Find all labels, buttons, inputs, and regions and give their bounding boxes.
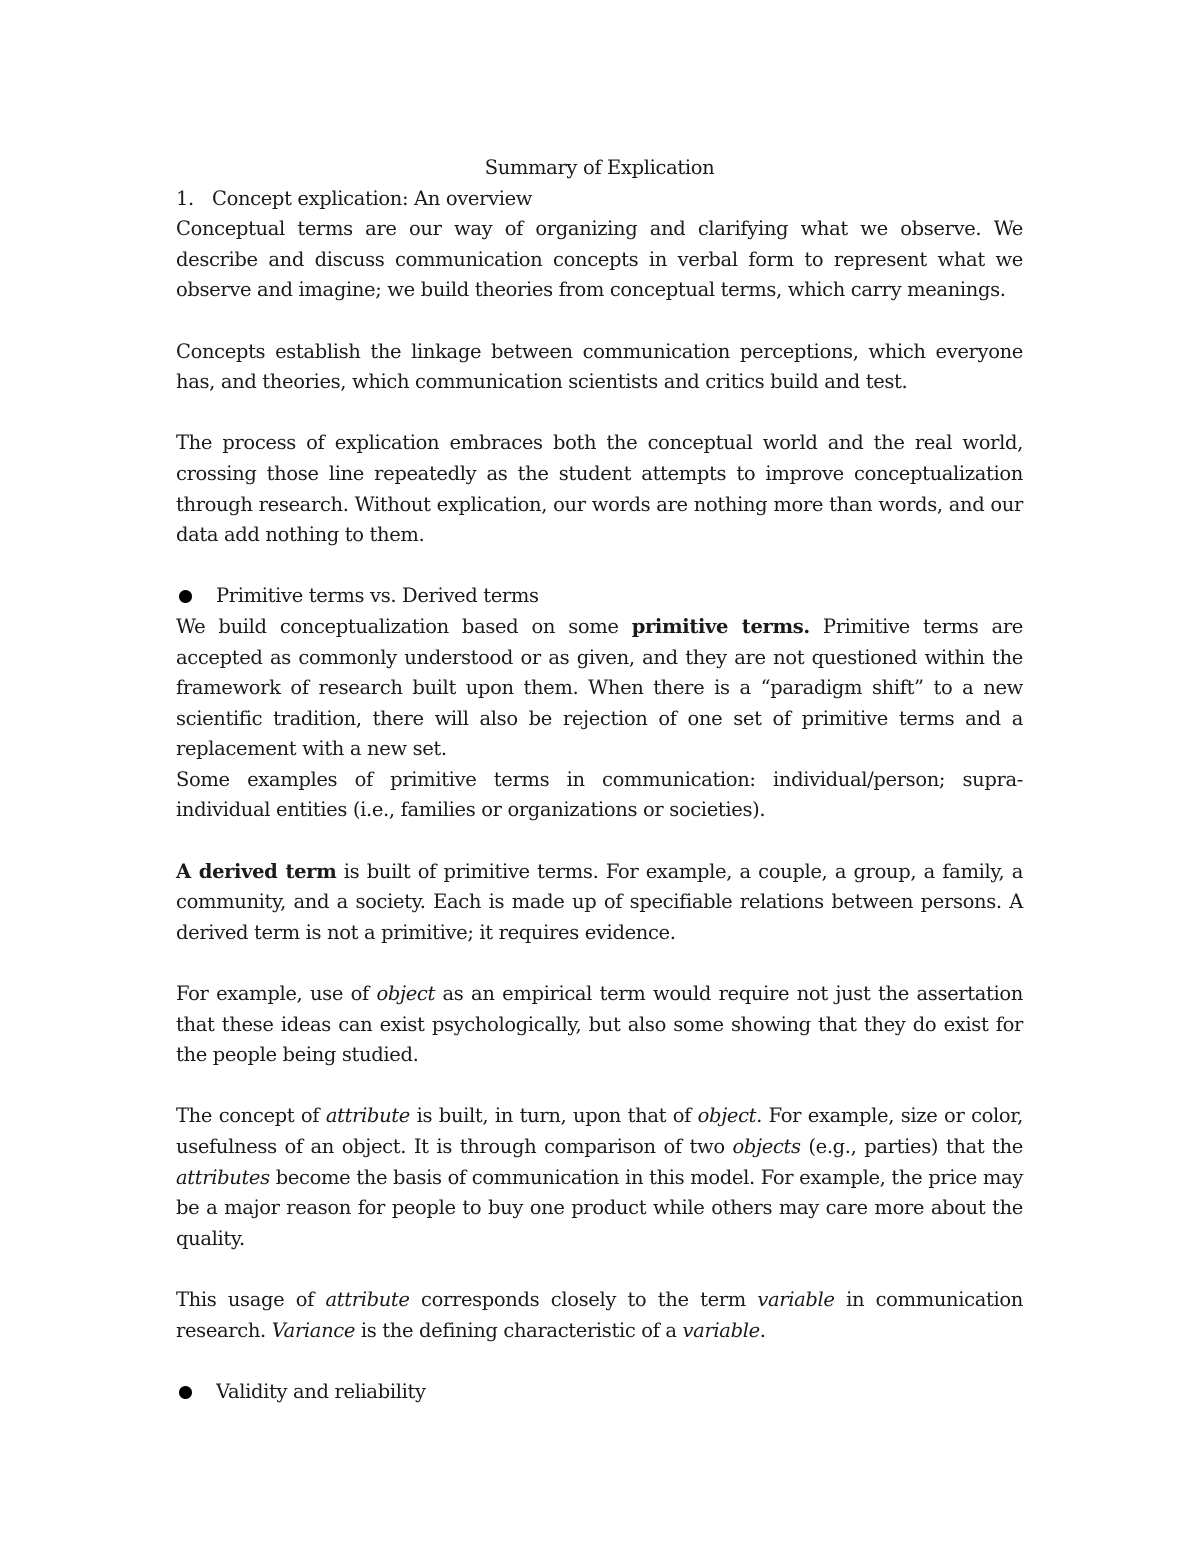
paragraph-attribute-variable: This usage of attribute corresponds closely to the term variable in communication research. Variance is the defining characteristic of a variable. <box>176 1287 1023 1342</box>
paragraph-derived-term: A derived term is built of primitive terms. For example, a couple, a group, a family, a community, and a society. Each is made up of specifiable relations between persons. A derived term is not a primitive; it requires evidence. <box>176 859 1023 944</box>
paragraph-attribute-concept: The concept of attribute is built, in turn, upon that of object. For example, size or color, usefulness of an object. It is through comparison of two objects (e.g., parties) that the attributes become the basis of communication in this model. For example, the price may be a major reason for people to buy one product while others may care more about the quality. <box>176 1104 1023 1250</box>
section-heading-text: Concept explication: An overview <box>212 186 533 210</box>
paragraph-concepts-linkage: Concepts establish the linkage between communication perceptions, which everyone has, and theories, which communication scientists and critics build and test. <box>176 339 1023 394</box>
bullet-icon <box>179 1386 192 1399</box>
paragraph-object-example: For example, use of object as an empirical term would require not just the assertation that these ideas can exist psychologically, but also some showing that they do exist for the people being studied. <box>176 982 1023 1067</box>
bullet-label: Validity and reliability <box>216 1379 426 1403</box>
section-heading <box>176 184 1023 215</box>
bullet-label: Primitive terms vs. Derived terms <box>216 584 539 608</box>
bold-derived-term: A derived term <box>176 859 337 883</box>
paragraph-conceptual-terms: Conceptual terms are our way of organizing and clarifying what we observe. We describe and discuss communication concepts in verbal form to represent what we observe and imagine; we build theories from conceptual terms, which carry meanings. <box>176 217 1023 302</box>
bold-primitive-terms: primitive terms. <box>631 614 810 638</box>
bullet-validity-reliability <box>176 1377 1023 1408</box>
paragraph-primitive-examples: Some examples of primitive terms in communication: individual/person; supra-individual entities (i.e., families or organizations or societies). <box>176 767 1023 822</box>
section-number: 1. <box>176 186 194 210</box>
page-title: Summary of Explication <box>484 156 715 179</box>
bullet-primitive-terms <box>176 581 1023 612</box>
paragraph-primitive-terms: We build conceptualization based on some primitive terms. Primitive terms are accepted as commonly understood or as given, and they are not questioned within the framework of research built upon them. When there is a “paradigm shift” to a new scientific tradition, there will also be rejection of one set of primitive terms and a replacement with a new set. <box>176 614 1023 761</box>
document-page <box>176 153 1023 1407</box>
paragraph-explication-process: The process of explication embraces both the conceptual world and the real world, crossing those line repeatedly as the student attempts to improve conceptualization through research. Without explication, our words are nothing more than words, and our data add nothing to them. <box>176 431 1023 547</box>
bullet-icon <box>179 590 192 603</box>
